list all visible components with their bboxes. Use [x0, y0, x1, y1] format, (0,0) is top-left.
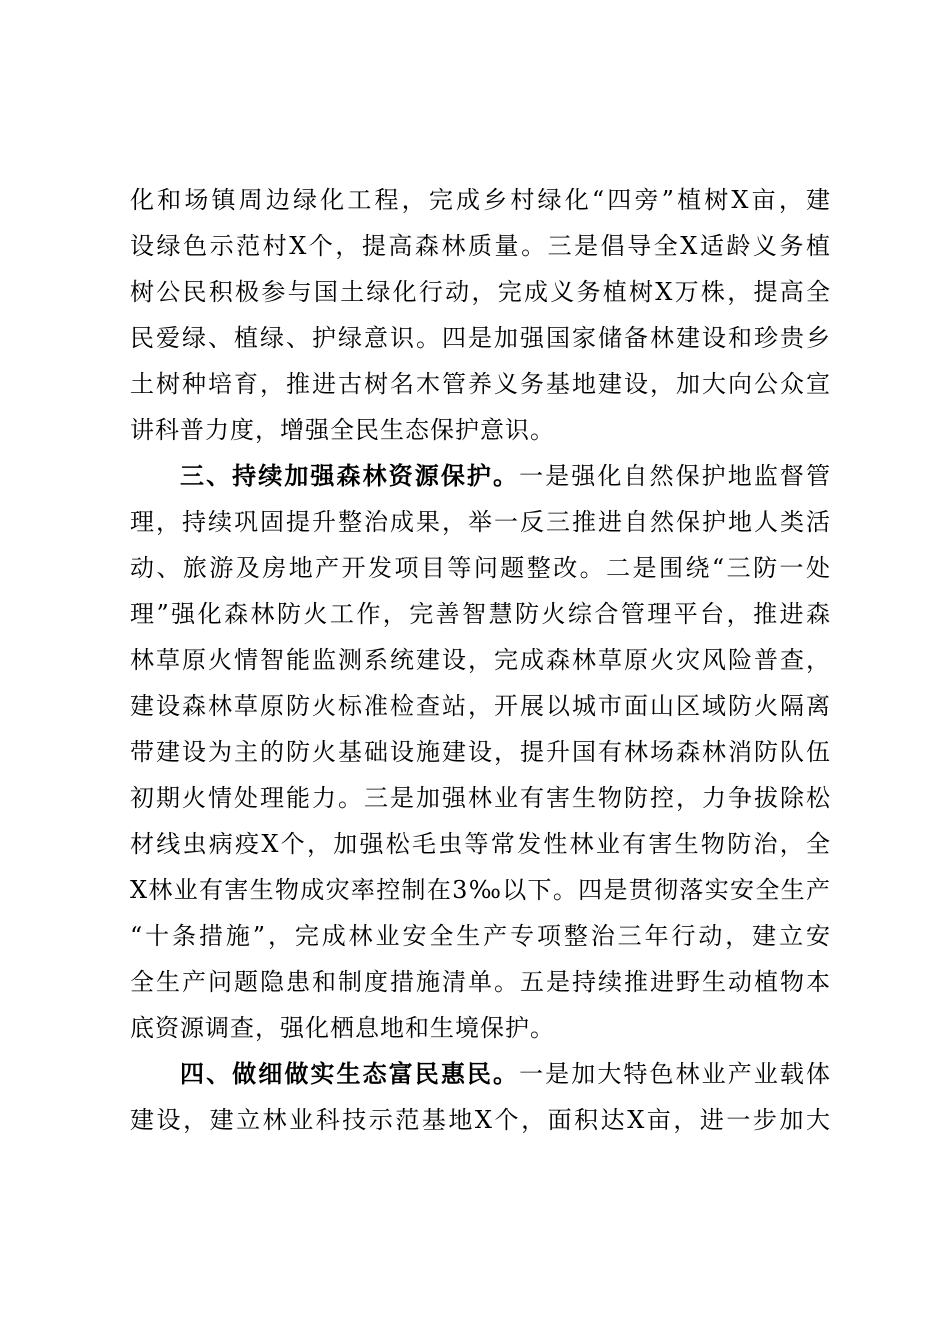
text-line: [130, 177, 830, 223]
text-line: [130, 361, 830, 407]
line-text: 民爱绿、植绿、护绿意识。四是加强国家储备林建设和珍贵乡: [130, 324, 830, 352]
line-text: 林草原火情智能监测系统建设，完成森林草原火灾风险普查，: [130, 646, 830, 674]
line-text: 一是加大特色林业产业载体: [519, 1060, 830, 1088]
text-line: [130, 729, 830, 775]
line-text: 讲科普力度，增强全民生态保护意识。: [130, 416, 555, 444]
line-text: 带建设为主的防火基础设施建设，提升国有林场森林消防队伍: [130, 738, 830, 766]
line-text: 树公民积极参与国土绿化行动，完成义务植树X万株，提高全: [130, 278, 830, 306]
text-line: [130, 591, 830, 637]
line-text: “十条措施”，完成林业安全生产专项整治三年行动，建立安: [130, 922, 830, 950]
text-line: [130, 637, 830, 683]
line-text: 材线虫病疫X个，加强松毛虫等常发性林业有害生物防治，全: [130, 830, 830, 858]
text-line: [130, 913, 830, 959]
section-heading: 三、持续加强森林资源保护。: [180, 461, 520, 490]
line-text: X林业有害生物成灾率控制在3‰以下。四是贯彻落实安全生产: [130, 876, 830, 904]
text-line: [130, 1005, 830, 1051]
document-body: [130, 177, 830, 1143]
paragraph: [130, 453, 830, 1051]
line-text: 动、旅游及房地产开发项目等问题整改。二是围绕“三防一处: [130, 554, 830, 582]
text-line: [130, 867, 830, 913]
line-text: 建设森林草原防火标准检查站，开展以城市面山区域防火隔离: [130, 692, 830, 720]
section-heading-line: [130, 453, 830, 499]
section-heading: 四、做细做实生态富民惠民。: [180, 1059, 520, 1088]
text-line: [130, 315, 830, 361]
line-text: 底资源调查，强化栖息地和生境保护。: [130, 1014, 555, 1042]
line-text: 建设，建立林业科技示范基地X个，面积达X亩，进一步加大: [130, 1106, 830, 1134]
text-line: [130, 683, 830, 729]
paragraph: [130, 177, 830, 453]
text-line: [130, 775, 830, 821]
text-line: [130, 959, 830, 1005]
line-text: 初期火情处理能力。三是加强林业有害生物防控，力争拔除松: [130, 784, 830, 812]
line-text: 理，持续巩固提升整治成果，举一反三推进自然保护地人类活: [130, 508, 830, 536]
text-line: [130, 223, 830, 269]
line-text: 土树种培育，推进古树名木管养义务基地建设，加大向公众宣: [130, 370, 830, 398]
text-line: [130, 545, 830, 591]
line-text: 一是强化自然保护地监督管: [519, 462, 830, 490]
text-line: [130, 499, 830, 545]
text-line: [130, 269, 830, 315]
text-line: [130, 821, 830, 867]
line-text: 化和场镇周边绿化工程，完成乡村绿化“四旁”植树X亩，建: [130, 186, 830, 214]
text-line: [130, 1097, 830, 1143]
line-text: 理”强化森林防火工作，完善智慧防火综合管理平台，推进森: [130, 600, 830, 628]
paragraph: [130, 1051, 830, 1143]
text-line: [130, 407, 830, 453]
line-text: 设绿色示范村X个，提高森林质量。三是倡导全X适龄义务植: [130, 232, 830, 260]
line-text: 全生产问题隐患和制度措施清单。五是持续推进野生动植物本: [130, 968, 830, 996]
section-heading-line: [130, 1051, 830, 1097]
